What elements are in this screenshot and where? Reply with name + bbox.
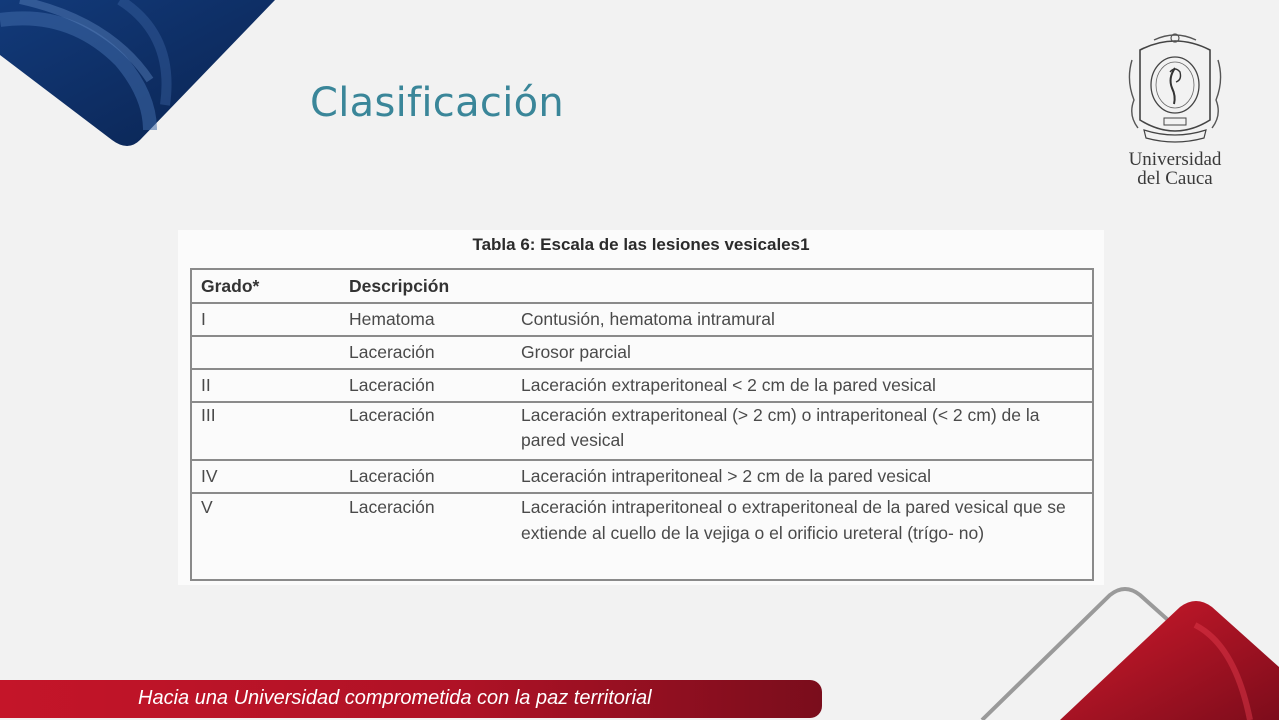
cell-tipo: Laceración (349, 460, 521, 493)
table-row (191, 402, 1093, 460)
university-name-line2: del Cauca (1137, 168, 1213, 189)
university-logo (1116, 30, 1234, 195)
cell-tipo: Laceración (349, 336, 521, 369)
lesion-scale-table-panel (178, 230, 1104, 585)
university-seal-icon (1124, 30, 1226, 146)
table-row (191, 460, 1093, 493)
cell-tipo: Laceración (349, 402, 521, 460)
cell-grado: IV (191, 460, 349, 493)
table-row (191, 303, 1093, 336)
cell-descripcion: Contusión, hematoma intramural (521, 303, 1093, 336)
header-blank (521, 269, 1093, 303)
table-row (191, 336, 1093, 369)
cell-descripcion: Laceración extraperitoneal < 2 cm de la pared vesical (521, 369, 1093, 402)
footer-bar (0, 680, 822, 718)
university-name-line1: Universidad (1128, 149, 1222, 170)
university-name (1116, 150, 1234, 188)
cell-grado: I (191, 303, 349, 336)
table-row (191, 493, 1093, 580)
cell-tipo: Hematoma (349, 303, 521, 336)
cell-grado (191, 336, 349, 369)
table-caption: Tabla 6: Escala de las lesiones vesicales1 (472, 235, 810, 254)
top-left-decoration (0, 0, 280, 155)
cell-grado: II (191, 369, 349, 402)
cell-grado: V (191, 493, 349, 580)
table-header-row (191, 269, 1093, 303)
lesion-scale-table (190, 268, 1094, 581)
header-grado: Grado* (191, 269, 349, 303)
slide-title: Clasificación (310, 80, 565, 126)
header-descripcion: Descripción (349, 269, 521, 303)
bottom-right-decoration (960, 585, 1279, 720)
table-row (191, 369, 1093, 402)
cell-descripcion: Laceración intraperitoneal o extraperitoneal de la pared vesical que se extiende al cuello de la vejiga o el orificio ureteral (trígo- no) (521, 493, 1093, 580)
footer-slogan: Hacia una Universidad comprometida con la paz territorial (138, 687, 652, 709)
cell-tipo: Laceración (349, 369, 521, 402)
cell-tipo: Laceración (349, 493, 521, 580)
cell-descripcion: Laceración extraperitoneal (> 2 cm) o intraperitoneal (< 2 cm) de la pared vesical (521, 402, 1093, 460)
cell-grado: III (191, 402, 349, 460)
cell-descripcion: Grosor parcial (521, 336, 1093, 369)
cell-descripcion: Laceración intraperitoneal > 2 cm de la pared vesical (521, 460, 1093, 493)
